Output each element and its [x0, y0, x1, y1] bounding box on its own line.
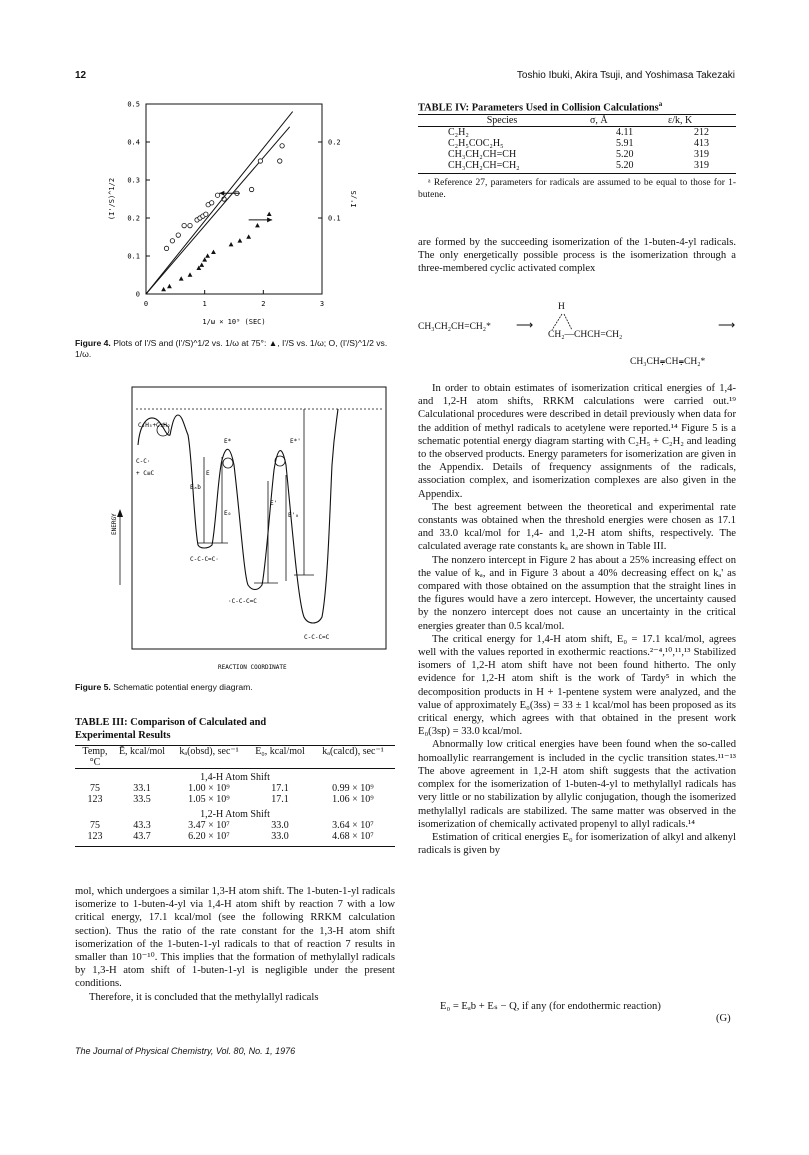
data-point-triangle: [179, 276, 184, 280]
x-axis-label: 1/ω × 10⁹ (SEC): [202, 318, 266, 326]
table-4: [418, 114, 736, 201]
data-point-triangle: [161, 287, 166, 291]
paragraph: are formed by the succeeding isomerization of the 1-buten-4-yl radicals. The only energetically possible process is the isomerization through a three-membered cyclic activated complex: [418, 237, 736, 275]
table-3-header-e: Ē, kcal/mol: [118, 746, 166, 757]
data-point-triangle: [205, 253, 210, 257]
figure-4: [100, 96, 370, 341]
paragraph: Estimation of critical energies E₀ for isomerization of alkyl and alkenyl radicals is given by: [418, 831, 736, 857]
table-row: 123 33.5 1.05 × 10⁹ 17.1 1.06 × 10⁹: [87, 794, 374, 805]
scheme-intermediate: CH₂—CHCH=CH₂: [548, 330, 623, 340]
paragraph: In order to obtain estimates of isomerization critical energies of 1,4- and 1,2-H atom shifts, RRKM calculations were carried out.¹⁹ Calculational procedures were described in detail previously when data for the addition of methyl radicals to acetylene were reported.¹⁴ Figure 5 is a schematic potential energy diagram starting with C₂H₅ + C₂H₂ and leading to the observed products. Energy parameters for isomerization are given in the Appendix. Details of frequency assignments of the radicals, association complex, and isomerization complexes are also given in the Appendix.: [418, 383, 736, 500]
data-point-triangle: [246, 234, 251, 238]
data-point-circle: [182, 223, 186, 227]
scheme-ring-bonds: [548, 312, 578, 332]
data-point-circle: [210, 201, 214, 205]
fit-line: [146, 127, 290, 294]
table-row: 123 43.7 6.20 × 10⁷ 33.0 4.68 × 10⁷: [87, 831, 374, 842]
table-row: 75 33.1 1.00 × 10⁹ 17.1 0.99 × 10⁹: [90, 783, 374, 794]
left-tick-label: 0: [135, 290, 140, 299]
figure-5-diagram: [108, 385, 393, 677]
fit-line: [146, 112, 293, 294]
data-point-circle: [188, 223, 192, 227]
table-4-footnote: ᵃ Reference 27, parameters for radicals are assumed to be equal to those for 1-butene.: [418, 178, 736, 200]
data-point-circle: [164, 246, 168, 250]
label-e0: E₀: [224, 510, 232, 517]
right-tick-label: 0.2: [328, 138, 341, 147]
running-header-authors: Toshio Ibuki, Akira Tsuji, and Yoshimasa Takezaki: [516, 70, 735, 81]
energy-axis-label: ENERGY: [111, 513, 118, 535]
page-number: 12: [75, 70, 87, 81]
x-tick-label: 0: [143, 300, 149, 308]
label-well-2: C-C-C=C·: [190, 556, 219, 563]
label-reactants: C₂H₅+C₂H₂: [138, 422, 171, 429]
figure-5-caption: Figure 5. Schematic potential energy diagram.: [75, 682, 253, 692]
data-point-circle: [249, 187, 253, 191]
label-e-prime: E': [270, 500, 278, 507]
data-point-triangle: [199, 263, 204, 267]
equation-g-label: (G): [716, 1013, 731, 1024]
table-4-header-sigma: σ, Å: [590, 115, 608, 126]
scheme-product: CH₃CH⩦CH⩦CH₂*: [630, 357, 706, 367]
plot-frame: [146, 104, 322, 294]
left-tick-label: 0.5: [127, 100, 140, 109]
journal-footer: The Journal of Physical Chemistry, Vol. 80, No. 1, 1976: [75, 1046, 296, 1056]
table-row: CH₃CH₂CH=CH 5.20 319: [448, 149, 709, 160]
data-point-circle: [170, 239, 174, 243]
label-well-3: ·C-C-C=C: [228, 598, 257, 605]
table-4-title: TABLE IV: Parameters Used in Collision Calculations$^a$: [418, 100, 663, 114]
paragraph: The nonzero intercept in Figure 2 has about a 25% increasing effect on the value of kₐ, and in Figure 3 about a 40% decreasing effect on kₐ' as compared with those obtained on the assumption that the straight lines in the figures would have a zero intercept. However, the uncertainty caused by the nonzero intercept does not cause an uncertainty in the critical energies greater than 0.5 kcal/mol.: [418, 554, 736, 632]
data-point-triangle: [229, 242, 234, 246]
table-row: CH₃CH₂CH=CH₂ 5.20 319: [448, 160, 709, 171]
paragraph: The critical energy for 1,4-H atom shift, E₀ = 17.1 kcal/mol, agrees well with the values reported in exothermic reactions.²⁻⁴,¹⁰,¹¹,¹³ Stabilized isomers of 1,2-H atom shift have not been found hitherto. The only evidence for 1,2-H atom shift is the work of Tardy⁵ in which the decomposition products in H + 1-pentene system were analyzed, and the value of approximately E₀(3ss) = 33 ± 1 kcal/mol has been proposed as its critical energy, which agrees with that obtained in the present work E₀(3sp) = 33.0 kcal/mol.: [418, 633, 736, 738]
left-axis-label: (I'/S)^1/2: [108, 177, 116, 221]
scheme-h-label: H: [558, 302, 565, 312]
right-column-text-top: [418, 236, 736, 276]
paragraph: mol, which undergoes a similar 1,3-H atom shift. The 1-buten-1-yl radicals isomerize to 1-buten-4-yl via 1,4-H atom shift by reaction 7 with a low critical energy, 17.1 kcal/mol (see the following RRKM calculation section). Thus the ratio of the rate constant for the 1,3-H atom shift isomerization of the 1-buten-1-yl radicals to that of reaction 7 results in smaller than 10⁻¹⁰. This implies that the formation of methylallyl radicals by 1,3-H atom shift of 1-buten-1-yl is negligible under the present conditions.: [75, 886, 395, 990]
label-e-ab: Eₐb: [190, 484, 201, 491]
data-point-circle: [278, 159, 282, 163]
data-point-triangle: [255, 223, 260, 227]
data-point-circle: [204, 212, 208, 216]
data-point-triangle: [211, 250, 216, 254]
paragraph: Abnormally low critical energies have been found when the so-called homoallylic rearrangement is included in the cyclic transition states.¹¹⁻¹³ The above agreement in 1,2-H atom shift suggests that the activation complex for the isomerization of 1-buten-4-yl to methylallyl radicals has very little or no stabilization by allylic conjugation, though the isomerized methylallyl radicals are stabilized. The same matter was observed in the isomerization of chemically activated propenyl to allyl radicals.¹⁴: [418, 739, 736, 830]
data-point-triangle: [202, 257, 207, 261]
left-column-text: [75, 885, 395, 1004]
table-row: C₂H₅COC₂H₅ 5.91 413: [448, 138, 709, 149]
table-row: 75 43.3 3.47 × 10⁷ 33.0 3.64 × 10⁷: [90, 820, 374, 831]
left-tick-label: 0.3: [127, 176, 140, 185]
x-tick-label: 2: [261, 300, 266, 308]
label-e-star-prime: E*': [290, 438, 301, 445]
label-ethyl: C-C·: [136, 458, 151, 465]
table-3-header-temp: Temp, °C: [82, 746, 108, 768]
data-point-triangle: [237, 238, 242, 242]
right-axis-label: I'/S: [350, 190, 358, 208]
scheme-arrow-1: ⟶: [516, 318, 534, 332]
data-point-circle: [258, 159, 262, 163]
table-4-header-epsilon: ε/k, K: [668, 115, 693, 126]
left-tick-label: 0.1: [127, 252, 140, 261]
paragraph: Therefore, it is concluded that the methylallyl radicals: [89, 991, 319, 1003]
right-column-text-main: [418, 382, 736, 857]
label-e: E: [206, 470, 210, 477]
data-point-triangle: [188, 272, 193, 276]
data-point-circle: [280, 144, 284, 148]
figure-4-caption: Figure 4. Plots of I'/S and (I'/S)^1/2 vs. 1/ω at 75°: ▲, I'/S vs. 1/ω; O, (I'/S)^1/2 vs. 1/ω.: [75, 338, 388, 359]
reaction-scheme: [418, 300, 738, 372]
label-well-4: C-C-C=C: [304, 634, 330, 641]
table-3-section-2: 1,2-H Atom Shift: [200, 809, 270, 820]
scheme-reactant: CH₃CH₂CH=CH₂*: [418, 322, 491, 332]
table-4-header-species: Species: [486, 115, 518, 126]
table-row: C₂H₂ 4.11 212: [448, 127, 709, 138]
table-3: [75, 745, 395, 847]
figure-4-plot: [100, 96, 370, 336]
table-3-header-ka-obsd: kₐ(obsd), sec⁻¹: [179, 746, 239, 757]
scheme-arrow-2: ⟶: [718, 318, 736, 332]
table-3-section-1: 1,4-H Atom Shift: [200, 772, 270, 783]
axis-arrow-right-head: [267, 217, 272, 222]
figure-5: [108, 385, 393, 682]
label-e0-prime: E'₀: [288, 512, 299, 519]
table-3-title: TABLE III: Comparison of Calculated and Experimental Results: [75, 717, 267, 741]
table-3-header-ka-calcd: kₐ(calcd), sec⁻¹: [322, 746, 384, 757]
data-point-triangle: [167, 284, 172, 288]
data-point-circle: [215, 193, 219, 197]
data-point-triangle: [267, 212, 272, 216]
label-acetylene: + C≡C: [136, 470, 155, 477]
right-tick-label: 0.1: [328, 214, 341, 223]
left-tick-label: 0.2: [127, 214, 140, 223]
paragraph: The best agreement between the theoretical and experimental rate constants was obtained when the threshold energies were chosen as 17.1 and 33.0 kcal/mol for 1,4- and 1,2-H atom shifts, respectively. The calculated average rate constants kₐ are shown in Table III.: [418, 501, 736, 553]
equation-g: E₀ = Eₐb + Eₛ − Q, if any (for endothermic reaction): [440, 1001, 661, 1012]
left-tick-label: 0.4: [127, 138, 140, 147]
x-tick-label: 1: [202, 300, 207, 308]
data-point-circle: [176, 233, 180, 237]
x-tick-label: 3: [319, 300, 325, 308]
table-3-header-e0: E₀, kcal/mol: [255, 746, 305, 757]
label-e-star: E*: [224, 438, 232, 445]
reaction-coordinate-label: REACTION COORDINATE: [218, 664, 287, 671]
